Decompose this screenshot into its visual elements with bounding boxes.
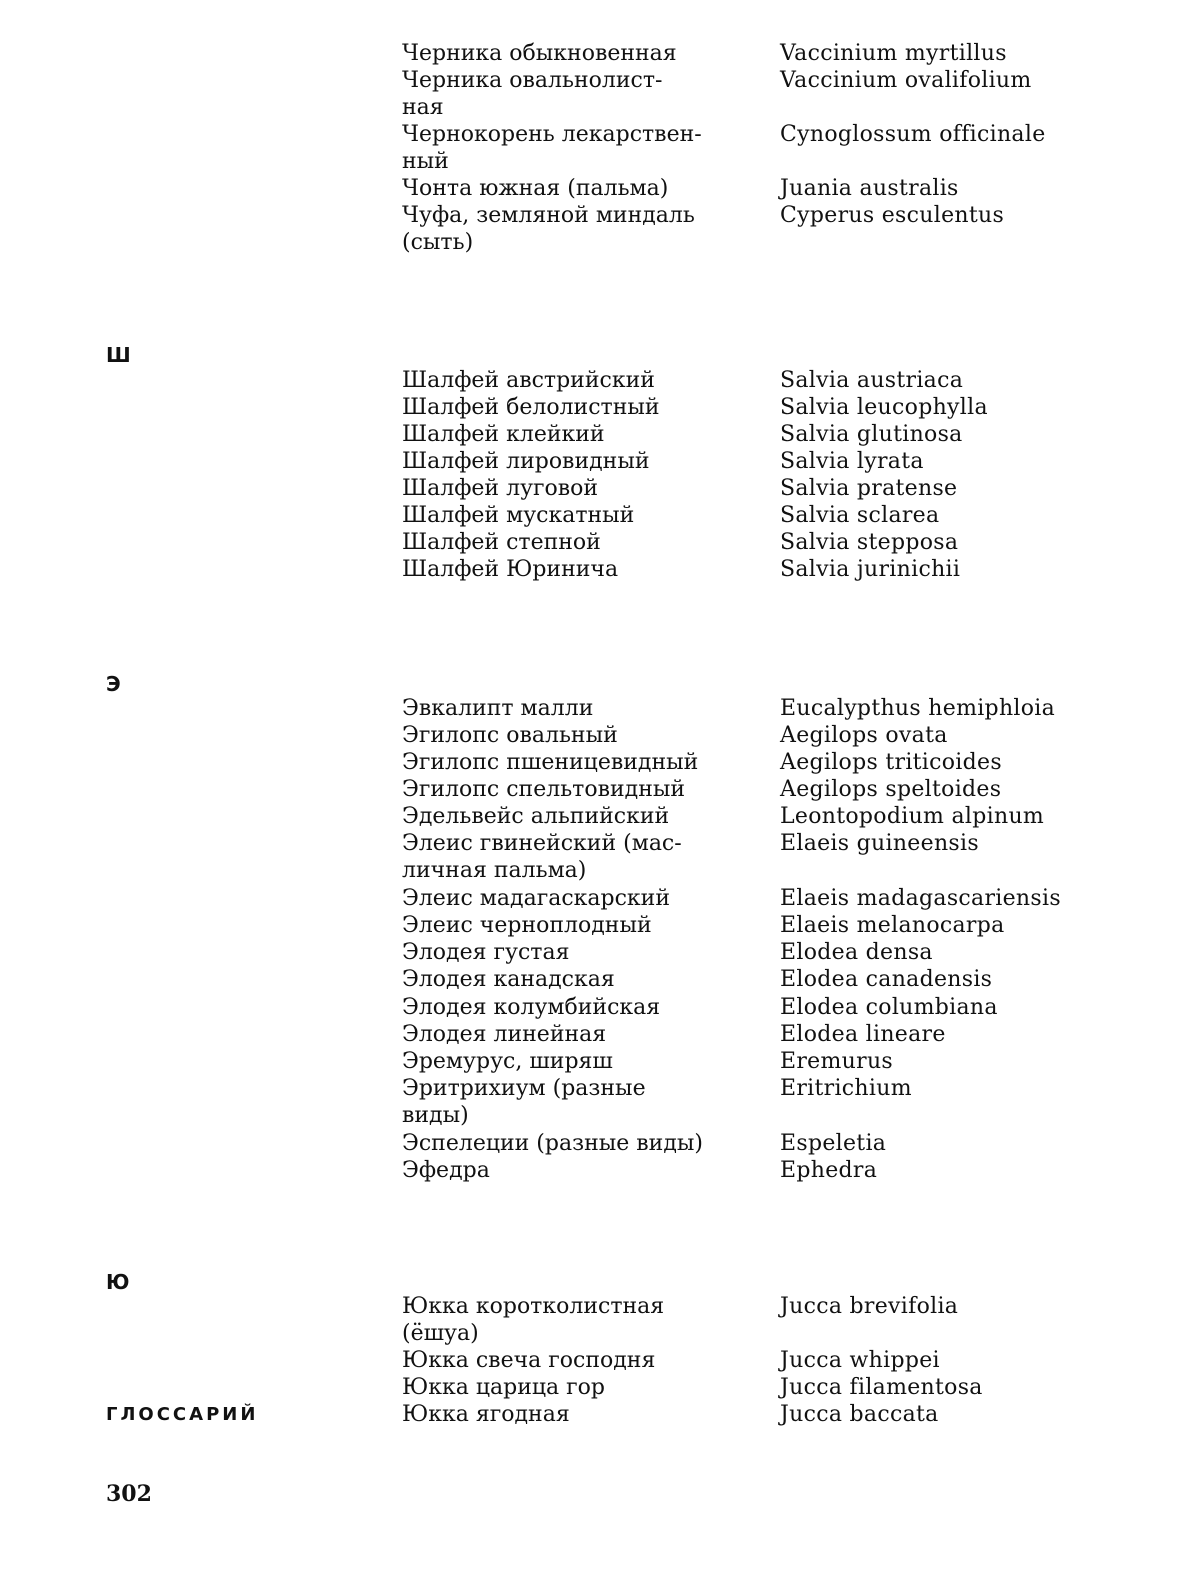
entry-sh-5-la: Salvia sclarea bbox=[780, 503, 940, 528]
entry-e-7-ru: Элеис черноплодный bbox=[402, 913, 652, 938]
section-letter-e: Э bbox=[106, 672, 121, 696]
entry-e-5-la: Elaeis guineensis bbox=[780, 831, 979, 856]
entry-e-4-ru: Эдельвейс альпийский bbox=[402, 804, 670, 829]
entry-ch-4-la: Cyperus esculentus bbox=[780, 203, 1005, 228]
entry-yu-1-la: Jucca whippei bbox=[780, 1348, 940, 1373]
entry-yu-2-la: Jucca filamentosa bbox=[780, 1375, 983, 1400]
entry-sh-2-ru: Шалфей клейкий bbox=[402, 422, 605, 447]
entry-e-2-la: Aegilops triticoides bbox=[780, 750, 1002, 775]
entry-yu-0-ru: Юкка коротколистная (ёшуа) bbox=[402, 1294, 665, 1346]
entry-e-0-ru: Эвкалипт малли bbox=[402, 696, 594, 721]
entry-e-8-ru: Элодея густая bbox=[402, 940, 570, 965]
entry-sh-1-ru: Шалфей белолистный bbox=[402, 395, 660, 420]
entry-e-13-ru: Эритрихиум (разные виды) bbox=[402, 1076, 646, 1128]
entry-ch-0-ru: Черника обыкновенная bbox=[402, 41, 677, 66]
entry-sh-0-la: Salvia austriaca bbox=[780, 368, 964, 393]
entry-sh-6-ru: Шалфей степной bbox=[402, 530, 601, 555]
entry-e-0-la: Eucalypthus hemiphloia bbox=[780, 696, 1056, 721]
entry-e-14-la: Espeletia bbox=[780, 1131, 887, 1156]
entry-e-12-la: Eremurus bbox=[780, 1049, 894, 1074]
section-letter-sh: Ш bbox=[106, 343, 131, 367]
entry-e-8-la: Elodea densa bbox=[780, 940, 933, 965]
entry-e-10-ru: Элодея колумбийская bbox=[402, 995, 661, 1020]
entry-e-1-ru: Эгилопс овальный bbox=[402, 723, 618, 748]
entry-ch-2-ru: Чернокорень лекарствен- ный bbox=[402, 122, 702, 174]
entry-yu-3-la: Jucca baccata bbox=[780, 1402, 939, 1427]
entry-sh-4-ru: Шалфей луговой bbox=[402, 476, 599, 501]
entry-e-3-ru: Эгилопс спельтовидный bbox=[402, 777, 686, 802]
entry-e-14-ru: Эспелеции (разные виды) bbox=[402, 1131, 703, 1156]
running-head-glossary: ГЛОССАРИЙ bbox=[106, 1404, 259, 1425]
entry-yu-2-ru: Юкка царица гор bbox=[402, 1375, 605, 1400]
entry-e-6-ru: Элеис мадагаскарский bbox=[402, 886, 671, 911]
entry-sh-7-la: Salvia jurinichii bbox=[780, 557, 961, 582]
entry-ch-0-la: Vaccinium myrtillus bbox=[780, 41, 1007, 66]
entry-ch-1-la: Vaccinium ovalifolium bbox=[780, 68, 1032, 93]
entry-ch-3-la: Juania australis bbox=[780, 176, 959, 201]
entry-e-3-la: Aegilops speltoides bbox=[780, 777, 1002, 802]
entry-sh-2-la: Salvia glutinosa bbox=[780, 422, 963, 447]
entry-e-9-la: Elodea canadensis bbox=[780, 967, 993, 992]
entry-ch-1-ru: Черника овальнолист- ная bbox=[402, 68, 663, 120]
entry-e-4-la: Leontopodium alpinum bbox=[780, 804, 1045, 829]
entry-sh-6-la: Salvia stepposa bbox=[780, 530, 959, 555]
entry-sh-4-la: Salvia pratense bbox=[780, 476, 958, 501]
entry-e-6-la: Elaeis madagascariensis bbox=[780, 886, 1061, 911]
entry-e-15-ru: Эфедра bbox=[402, 1158, 490, 1183]
entry-e-11-ru: Элодея линейная bbox=[402, 1022, 607, 1047]
page-number: 302 bbox=[106, 1481, 152, 1507]
entry-e-7-la: Elaeis melanocarpa bbox=[780, 913, 1005, 938]
entry-e-5-ru: Элеис гвинейский (мас- личная пальма) bbox=[402, 831, 682, 883]
entry-yu-1-ru: Юкка свеча господня bbox=[402, 1348, 656, 1373]
entry-sh-3-ru: Шалфей лировидный bbox=[402, 449, 650, 474]
entry-e-13-la: Eritrichium bbox=[780, 1076, 912, 1101]
entry-e-11-la: Elodea lineare bbox=[780, 1022, 946, 1047]
entry-sh-5-ru: Шалфей мускатный bbox=[402, 503, 635, 528]
entry-sh-0-ru: Шалфей австрийский bbox=[402, 368, 655, 393]
entry-e-1-la: Aegilops ovata bbox=[780, 723, 948, 748]
entry-e-2-ru: Эгилопс пшеницевидный bbox=[402, 750, 699, 775]
entry-sh-7-ru: Шалфей Юринича bbox=[402, 557, 619, 582]
entry-sh-3-la: Salvia lyrata bbox=[780, 449, 924, 474]
entry-ch-3-ru: Чонта южная (пальма) bbox=[402, 176, 669, 201]
entry-e-10-la: Elodea columbiana bbox=[780, 995, 998, 1020]
entry-yu-3-ru: Юкка ягодная bbox=[402, 1402, 570, 1427]
entry-e-15-la: Ephedra bbox=[780, 1158, 878, 1183]
entry-sh-1-la: Salvia leucophylla bbox=[780, 395, 988, 420]
entry-e-9-ru: Элодея канадская bbox=[402, 967, 615, 992]
entry-yu-0-la: Jucca brevifolia bbox=[780, 1294, 959, 1319]
entry-e-12-ru: Эремурус, ширяш bbox=[402, 1049, 613, 1074]
entry-ch-4-ru: Чуфа, земляной миндаль (сыть) bbox=[402, 203, 695, 255]
entry-ch-2-la: Cynoglossum officinale bbox=[780, 122, 1046, 147]
section-letter-yu: Ю bbox=[106, 1270, 130, 1294]
